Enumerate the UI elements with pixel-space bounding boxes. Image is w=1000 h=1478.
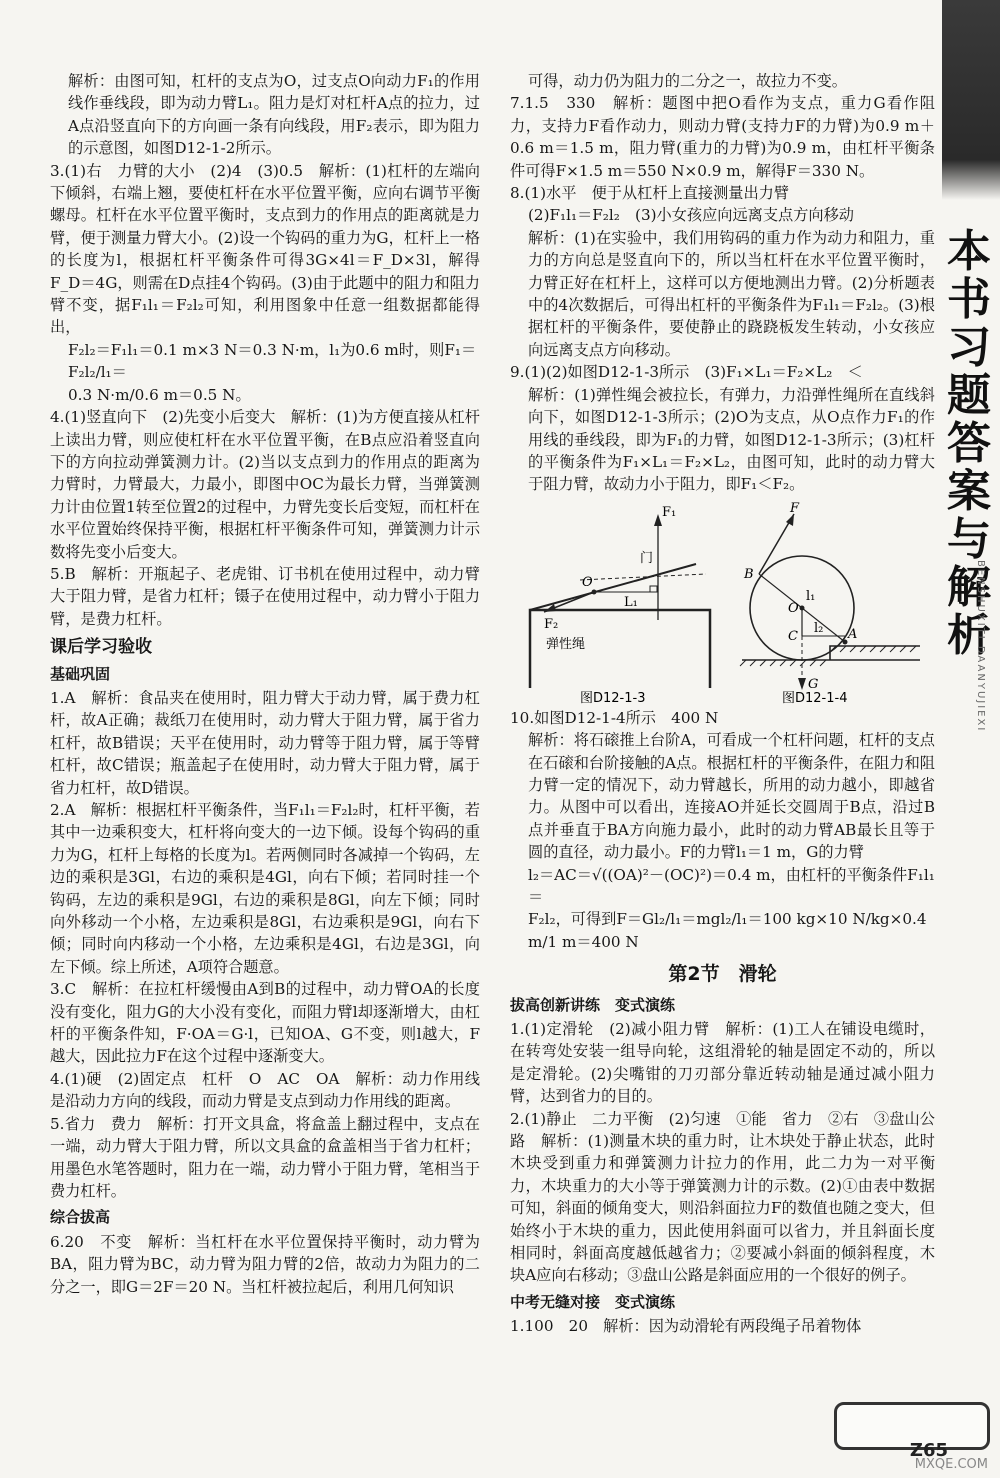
figures	[510, 500, 935, 705]
answer-3-eq1: F₂l₂＝F₁l₁＝0.1 m×3 N＝0.3 N·m，l₁为0.6 m时，则F₁＝F₂l₂/l₁＝	[68, 340, 477, 382]
watermark-text: MXQE.COM	[914, 1457, 988, 1472]
answer-10d: F₂l₂，可得到F＝Gl₂/l₁＝mgl₂/l₁＝100 kg×10 N/kg×0.4 m/1 m＝400 N	[528, 910, 927, 951]
heading-extension: 拔高创新讲练 变式演练	[510, 995, 676, 1014]
answer-6-cont: 可得，动力仍为阻力的二分之一，故拉力不变。	[528, 72, 847, 90]
fig4-o-label: O	[788, 600, 799, 616]
answer-10b: 解析：将石磙推上台阶A，可看成一个杠杆问题，杠杆的支点在石磙和台阶接触的A点。根据杠杆的平衡条件，在阻力和阻力臂一定的情况下，动力臂越长，所用的动力越小，即越省力。从图中可以看出，连接AO并延长交圆周于B点，沿过B点并垂直于BA方向施力最小，此时的动力臂AB最长且等于圆的直径，动力最小。F的力臂l₁＝1 m，G的力臂	[528, 731, 935, 862]
fig-d12-1-3	[530, 514, 710, 688]
heading-after-class: 课后学习验收	[50, 637, 152, 658]
heading-basic: 基础巩固	[50, 664, 111, 683]
figure-svg	[510, 500, 935, 705]
side-title: 本书习题答案与解析	[947, 226, 991, 661]
fig-d12-1-4	[740, 514, 920, 690]
exam-1: 1.100 20 解析：因为动滑轮有两段绳子吊着物体	[510, 1317, 862, 1336]
comp-6: 6.20 不变 解析：当杠杆在水平位置保持平衡时，动力臂为BA，阻力臂为BC，动力臂为阻力臂的2倍，故动力为阻力的二分之一，即G＝2F＝20 N。当杠杆被拉起后，利用几何知识	[50, 1232, 480, 1296]
fig4-g-label: G	[808, 676, 819, 692]
right-column	[510, 70, 935, 1338]
answer-3: 3.(1)右 力臂的大小 (2)4 (3)0.5 解析：(1)杠杆的左端向下倾斜，右端上翘，要使杠杆在水平位置平衡，应向右调节平衡螺母。杠杆在水平位置平衡时，支点到力的作用点的距离就是力臂，便于测量力臂大小。(2)设一个钩码的重力为G，杠杆上一格的长度为l，根据杠杆平衡条件可得3G×4l＝F_D×3l，解得F_D＝4G，则需在D点挂4个钩码。(3)由于此题中的阻力和阻力臂不变，据F₁l₁＝F₂l₂可知，利用图象中任意一组数据都能得出，	[50, 161, 480, 337]
pulley-2: 2.(1)静止 二力平衡 (2)匀速 ①能 省力 ②右 ③盘山公路 解析：(1)测量木块的重力时，让木块处于静止状态，此时木块受到重力和弹簧测力计拉力的作用，此二力为一对平衡力，木块重力的大小等于弹簧测力计的示数。(2)①由表中数据可知，斜面的倾角变大，则沿斜面拉力F的数值也随之变大，但始终小于木块的重力，因此使用斜面可以省力，并且斜面长度相同时，斜面高度越低越省力；②要减小斜面的倾斜程度，木块A应向右移动；③盘山公路是斜面应用的一个很好的例子。	[510, 1109, 935, 1285]
answer-10c: l₂＝AC＝√((OA)²－(OC)²)＝0.4 m，由杠杆的平衡条件F₁l₁＝	[528, 865, 935, 906]
fig3-f1-label: F₁	[662, 504, 677, 520]
fig3-door-label: 门	[640, 550, 654, 566]
fig4-b-label: B	[744, 566, 754, 582]
answer-8a: 8.(1)水平 便于从杠杆上直接测量出力臂	[510, 184, 790, 203]
pulley-1: 1.(1)定滑轮 (2)减小阻力臂 解析：(1)工人在铺设电缆时，在转弯处安装一组导向轮，这组滑轮的轴是固定不动的，所以是定滑轮。(2)尖嘴钳的刀刃部分靠近转动轴是通过减小阻力臂，达到省力的目的。	[510, 1020, 935, 1106]
fig4-caption: 图D12-1-4	[782, 690, 848, 705]
answer-8b: (2)F₁l₁＝F₂l₂ (3)小女孩应向远离支点方向移动	[528, 206, 854, 225]
fig3-f2-label: F₂	[544, 616, 559, 632]
basic-5: 5.省力 费力 解析：打开文具盒，将盒盖上翻过程中，支点在一端，动力臂大于阻力臂，所以文具盒的盒盖相当于省力杠杆；用墨色水笔答题时，阻力在一端，动力臂小于阻力臂，笔相当于费力杠杆。	[50, 1114, 480, 1200]
fig3-rope-label: 弹性绳	[546, 636, 586, 652]
answer-10a: 10.如图D12-1-4所示 400 N	[510, 708, 719, 727]
answer-9a: 9.(1)(2)如图D12-1-3所示 (3)F₁×L₁＝F₂×L₂ ＜	[510, 363, 863, 382]
fig4-a-label: A	[848, 626, 858, 642]
basic-3: 3.C 解析：在拉杠杆缓慢由A到B的过程中，动力臂OA的长度没有变化，阻力G的大小没有变化，而阻力臂l却逐渐增大，由杠杆的平衡条件知，F·OA＝G·l，已知OA、G不变，则l越大，F越大，因此拉力F在这个过程中逐渐变大。	[50, 980, 480, 1066]
answer-para: 解析：由图可知，杠杆的支点为O，过支点O向动力F₁的作用线作垂线段，即为动力臂L₁。阻力是灯对杠杆A点的拉力，过A点沿竖直向下的方向画一条有向线段，用F₂表示，即为阻力的示意图，如图D12-1-2所示。	[68, 72, 480, 158]
fig3-l1-label: L₁	[624, 594, 638, 610]
basic-4: 4.(1)硬 (2)固定点 杠杆 O AC OA 解析：动力作用线是沿动力方向的线段，而动力臂是支点到动力作用线的距离。	[50, 1069, 480, 1111]
left-column	[50, 70, 480, 1298]
answer-8c: 解析：(1)在实验中，我们用钩码的重力作为动力和阻力，重力的方向总是竖直向下的，所以当杠杆在水平位置平衡时，力臂正好在杠杆上，这样可以方便地测出力臂。(2)分析题表中的4次数据后，可得出杠杆的平衡条件为F₁l₁＝F₂l₂。(3)根据杠杆的平衡条件，要使静止的跷跷板发生转动，小女孩应向远离支点方向移动。	[528, 228, 935, 359]
fig3-caption: 图D12-1-3	[580, 690, 646, 705]
heading-comprehensive: 综合拔高	[50, 1208, 111, 1227]
side-tab	[942, 0, 1000, 1478]
section-title: 第2节 滑轮	[668, 963, 777, 986]
answer-5: 5.B 解析：开瓶起子、老虎钳、订书机在使用过程中，动力臂大于阻力臂，是省力杠杆；镊子在使用过程中，动力臂小于阻力臂，是费力杠杆。	[50, 564, 480, 628]
basic-1: 1.A 解析：食品夹在使用时，阻力臂大于动力臂，属于费力杠杆，故A正确；裁纸刀在使用时，动力臂大于阻力臂，属于省力杠杆，故B错误；天平在使用时，动力臂等于阻力臂，属于等臂杠杆，故C错误；瓶盖起子在使用时，动力臂大于阻力臂，属于省力杠杆，故D错误。	[50, 688, 480, 797]
heading-exam: 中考无缝对接 变式演练	[510, 1292, 676, 1311]
fig4-f-label: F	[790, 500, 800, 516]
basic-2: 2.A 解析：根据杠杆平衡条件，当F₁l₁＝F₂l₂时，杠杆平衡，若其中一边乘积变大，杠杆将向变大的一边下倾。设每个钩码的重力为G，杠杆上每格的长度为l。若两侧同时各减掉一个钩码，左边的乘积是3Gl，右边的乘积是4Gl，向右下倾；若同时挂一个钩码，左边的乘积是9Gl，右边的乘积是8Gl，向左下倾；同时向外移动一个小格，左边乘积是8Gl，右边乘积是9Gl，向右下倾；同时向内移动一个小格，左边乘积是4Gl，右边是3Gl，向左下倾。综上所述，A项符合题意。	[50, 801, 480, 976]
fig4-l2-label: l₂	[814, 620, 824, 636]
fig4-l1-label: l₁	[806, 588, 816, 604]
answer-9b: 解析：(1)弹性绳会被拉长，有弹力，力沿弹性绳所在直线斜向下，如图D12-1-3所示；(2)O为支点，从O点作力F₁的作用线的垂线段，即为F₁的力臂，如图D12-1-3所示；(3)杠杆的平衡条件为F₁×L₁＝F₂×L₂，由图可知，此时的动力臂大于阻力臂，故动力小于阻力，即F₁＜F₂。	[528, 385, 935, 494]
answer-4: 4.(1)竖直向下 (2)先变小后变大 解析：(1)为方便直接从杠杆上读出力臂，则应使杠杆在水平位置平衡，在B点应沿着竖直向下的方向拉动弹簧测力计。(2)当以支点到力的作用点的距离为力臂时，力臂最大，力最小，即图中OC为最长力臂，当弹簧测力计由位置1转至位置2的过程中，力臂先变长后变短，而杠杆在水平位置始终保持平衡，根据杠杆平衡条件可知，弹簧测力计示数将先变小后变大。	[50, 408, 480, 561]
side-pinyin: BENSHUXITI DAANYUJIEXI	[975, 560, 986, 733]
fig3-o-label: O	[582, 574, 593, 590]
answer-3-eq2: 0.3 N·m/0.6 m＝0.5 N。	[68, 385, 251, 404]
page-number: Z65	[909, 1440, 948, 1461]
fig4-c-label: C	[788, 628, 798, 644]
answer-7: 7.1.5 330 解析：题图中把O看作为支点，重力G看作阻力，支持力F看作动力，则动力臂(支持力F的力臂)为0.9 m＋0.6 m＝1.5 m，阻力臂(重力的力臂)为0.9 m，由杠杆平衡条件可得F×1.5 m＝550 N×0.9 m，解得F＝330 N。	[510, 94, 935, 180]
